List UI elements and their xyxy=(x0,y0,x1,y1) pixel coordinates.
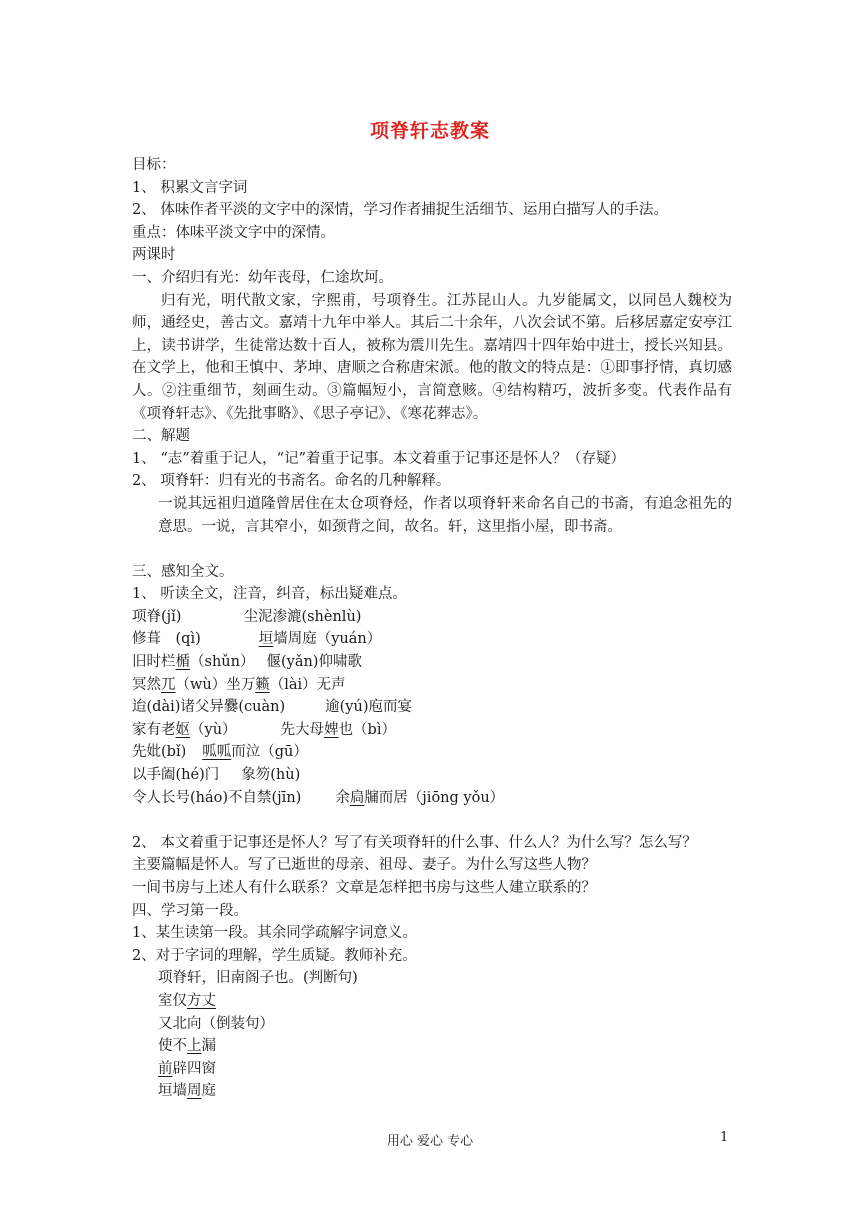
vocab-underlined: 妪 xyxy=(175,721,190,738)
document-body xyxy=(132,154,732,1103)
example-5: 前辟四窗 xyxy=(158,1060,216,1077)
vocab-underlined: 前 xyxy=(158,1060,173,1077)
vocab-row-5 xyxy=(132,696,732,719)
vocab-row-7 xyxy=(132,741,732,764)
vocab-entry: 修葺 (qì) xyxy=(132,631,201,648)
vocab-entry: 象笏(hù) xyxy=(241,767,301,784)
section-2-paragraph: 一说其远祖归道隆曾居住在太仓项脊烃，作者以项脊轩来命名自己的书斋，有追念祖先的意思。一说，言其窄小，如颈背之间，故名。轩，这里指小屋，即书斋。 xyxy=(158,495,732,535)
section-3-answer-1: 主要篇幅是怀人。写了已逝世的母亲、祖母、妻子。为什么写这些人物？ xyxy=(132,857,596,874)
page-number: 1 xyxy=(720,1130,729,1145)
section-1-paragraph: 归有光，明代散文家，字熙甫，号项脊生。江苏昆山人。九岁能属文，以同邑人魏校为师，通经史，善古文。嘉靖十九年中举人。其后二十余年，八次会试不第。后移居嘉定安亭江上，读书讲学，生徒常达数十百人，被称为震川先生。嘉靖四十四年始中进士，授长兴知县。在文学上，他和王慎中、茅坤、唐顺之合称唐宋派。他的散文的特点是：①即事抒情，真切感人。②注重细节，刻画生动。③篇幅短小，言简意赅。④结构精巧，波折多变。代表作品有《项脊轩志》、《先批事略》、《思子亭记》、《寒花葬志》。 xyxy=(132,292,732,422)
vocab-entry: 旧时栏楯（shǔn） xyxy=(132,654,255,671)
vocab-entry: 先大母婢也（bì） xyxy=(280,721,396,738)
section-2-item-1: 1、 “志”着重于记人，“记”着重于记事。本文着重于记事还是怀人？（存疑） xyxy=(132,450,625,467)
vocab-underlined: 上 xyxy=(187,1038,202,1055)
vocab-entry: 垣墙周庭（yuán） xyxy=(258,631,382,648)
goals-label: 目标： xyxy=(132,157,176,173)
example-3: 又北向（倒装句） xyxy=(158,1015,274,1032)
vocab-underlined: 婢 xyxy=(324,721,339,738)
vocab-underlined: 楯 xyxy=(175,654,190,671)
example-4: 使不上漏 xyxy=(158,1038,216,1055)
example-1: 项脊轩，旧南阁子也。(判断句) xyxy=(158,970,358,987)
vocab-entry: 尘泥渗漉(shènlù) xyxy=(243,608,362,625)
vocab-entry: 偃(yǎn)仰啸歌 xyxy=(266,654,362,671)
example-2: 室仅方丈 xyxy=(158,992,216,1009)
vocab-underlined: 垣 xyxy=(258,631,274,648)
vocab-underlined: 方丈 xyxy=(187,992,216,1009)
vocab-entry: 先妣(bǐ) xyxy=(132,744,187,761)
blank-line xyxy=(132,538,732,561)
vocab-row-3 xyxy=(132,651,732,674)
vocab-entry: 逾(yú)庖而宴 xyxy=(325,699,412,716)
section-2-item-2: 2、 项脊轩：归有光的书斋名。命名的几种解释。 xyxy=(132,473,451,490)
vocab-underlined: 籁 xyxy=(255,676,270,693)
section-3-heading: 三、感知全文。 xyxy=(132,563,234,580)
footer-motto: 用心 爱心 专心 xyxy=(386,1134,474,1149)
periods-line: 两课时 xyxy=(132,247,176,264)
vocab-entry: 令人长号(háo)不自禁(jīn) xyxy=(132,789,302,806)
vocab-entry: 家有老妪（yù） xyxy=(132,721,237,738)
blank-line xyxy=(132,809,732,832)
vocab-row-4: 冥然兀（wù）坐万籁（lài）无声 xyxy=(132,676,346,693)
focus-line: 重点：体味平淡文字中的深情。 xyxy=(132,224,335,241)
section-3-item-2: 2、 本文着重于记事还是怀人？写了有关项脊轩的什么事、什么人？为什么写？怎么写？ xyxy=(132,834,697,851)
vocab-underlined: 周 xyxy=(187,1083,202,1100)
goal-1: 1、 积累文言字词 xyxy=(132,179,248,196)
vocab-row-8 xyxy=(132,764,732,787)
example-6: 垣墙周庭 xyxy=(158,1083,216,1100)
vocab-entry: 以手阖(hé)门 xyxy=(132,767,220,784)
vocab-underlined: 呱呱 xyxy=(202,744,232,761)
vocab-entry: 项脊(jǐ) xyxy=(132,608,182,625)
vocab-row-9 xyxy=(132,787,732,810)
vocab-entry: 呱呱而泣（gū） xyxy=(202,744,308,761)
section-3-item-1: 1、 听读全文，注音，纠音，标出疑难点。 xyxy=(132,586,407,603)
vocab-underlined: 扃 xyxy=(349,789,365,806)
vocab-row-6 xyxy=(132,719,732,742)
section-4-item-2: 2、对于字词的理解，学生质疑。教师补充。 xyxy=(132,947,417,964)
vocab-entry: 余扃牖而居（jiōng yǒu） xyxy=(335,789,505,806)
section-1-heading: 一、介绍归有光：幼年丧母，仁途坎坷。 xyxy=(132,269,393,286)
vocab-underlined: 兀 xyxy=(161,676,176,693)
vocab-row-1 xyxy=(132,606,732,629)
section-4-heading: 四、学习第一段。 xyxy=(132,902,248,919)
section-2-heading: 二、解题 xyxy=(132,428,190,445)
vocab-row-2 xyxy=(132,628,732,651)
section-4-item-1: 1、某生读第一段。其余同学疏解字词意义。 xyxy=(132,925,417,942)
vocab-entry: 迨(dài)诸父异爨(cuàn) xyxy=(132,699,286,716)
section-3-answer-2: 一间书房与上述人有什么联系？文章是怎样把书房与这些人建立联系的？ xyxy=(132,880,596,896)
goal-2: 2、 体味作者平淡的文字中的深情，学习作者捕捉生活细节、运用白描写人的手法。 xyxy=(132,202,668,219)
page-title: 项脊轩志教案 xyxy=(369,120,490,142)
